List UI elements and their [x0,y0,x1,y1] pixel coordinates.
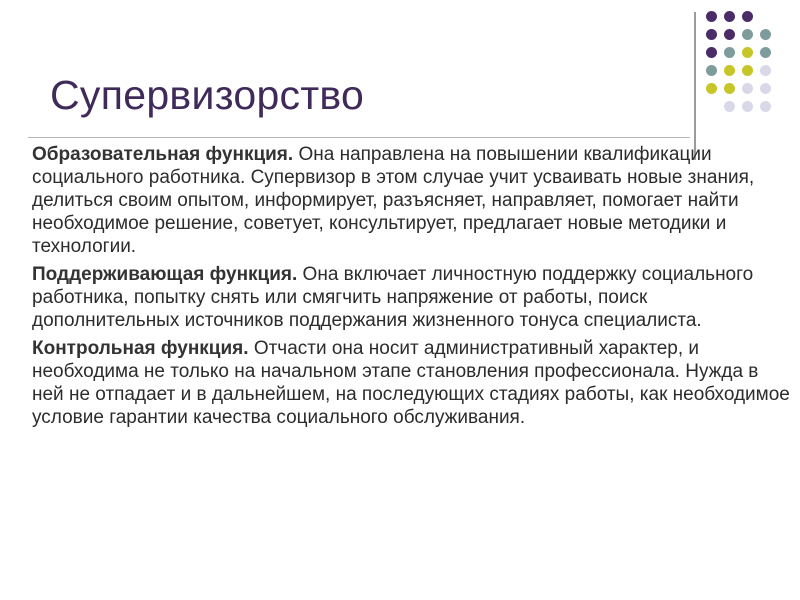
decorative-dot [706,11,717,22]
decorative-dot [724,101,735,112]
decorative-dot [742,65,753,76]
decorative-dot [706,83,717,94]
decorative-dot [724,29,735,40]
decorative-dot [742,101,753,112]
paragraph-text: Отчасти она носит административный характер, и необходима не только на начальном этапе становления профессионала. Нужда в ней не отпадает и в дальнейшем, на последующих стадиях работы, как необходимое условие гарантии качества социального обслуживания. [32,338,790,428]
slide-content [32,143,792,434]
decorative-dot [706,47,717,58]
decorative-dot [724,47,735,58]
paragraph-text: Она включает личностную поддержку социального работника, попытку снять или смягчить напряжение от работы, поиск дополнительных источников поддержания жизненного тонуса специалиста. [32,264,754,331]
decorative-dot-grid [706,11,774,129]
decorative-dot [724,11,735,22]
decorative-dot [760,29,771,40]
decorative-dot [742,29,753,40]
horizontal-divider [28,137,690,138]
paragraph-control-function [32,337,792,429]
decorative-dot [742,83,753,94]
decorative-dot [760,101,771,112]
decorative-dot [724,65,735,76]
slide-title: Супервизорство [50,72,365,118]
decorative-dot [724,83,735,94]
decorative-dot [760,65,771,76]
paragraph-educational-function [32,143,792,258]
paragraph-text: Она направлена на повышении квалификации социального работника. Супервизор в этом случае учит усваивать новые знания, делиться своим опытом, информирует, разъясняет, направляет, помогает найти необходимое решение, советует, консультирует, предлагает новые методики и технологии. [32,144,755,257]
paragraph-label: Поддерживающая функция. [32,264,298,285]
paragraph-supporting-function [32,263,792,332]
decorative-dot [760,83,771,94]
decorative-dot [742,11,753,22]
decorative-dot [760,47,771,58]
vertical-divider [694,12,696,160]
decorative-dot [742,47,753,58]
decorative-dot [706,65,717,76]
paragraph-label: Контрольная функция. [32,338,249,359]
decorative-dot [706,29,717,40]
paragraph-label: Образовательная функция. [32,144,294,165]
